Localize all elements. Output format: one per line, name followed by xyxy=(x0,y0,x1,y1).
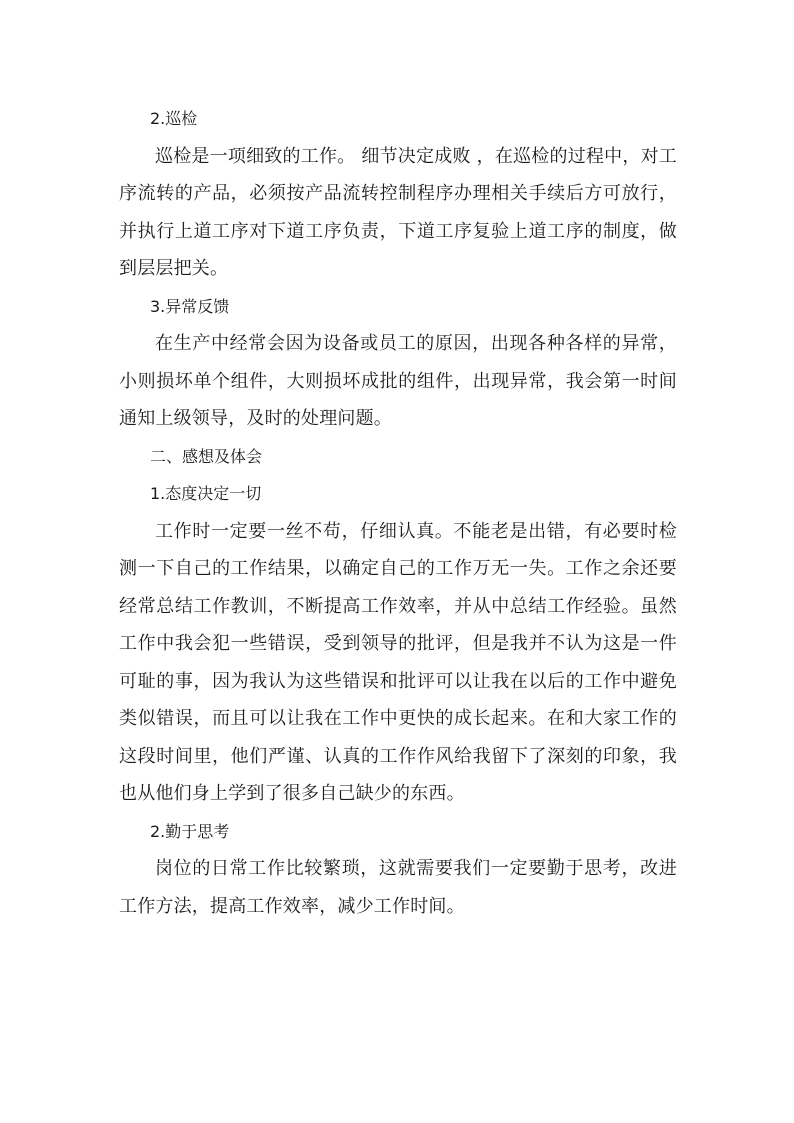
section-heading-thinking: 2.勤于思考 xyxy=(150,821,230,841)
section-heading-reflections: 二、感想及体会 xyxy=(150,446,263,466)
section-heading-attitude: 1.态度决定一切 xyxy=(150,484,262,503)
paragraph-inspection: 巡检是一项细致的工作。 细节决定成败 ，在巡检的过程中，对工序流转的产品，必须按产品流转控制程序办理相关手续后方可放行，并执行上道工序对下道工序负责，下道工序复验上道工序的制度，做到层层把关。 xyxy=(119,145,677,279)
section-heading-anomaly-feedback: 3.异常反馈 xyxy=(150,296,230,316)
document-body xyxy=(119,100,677,925)
paragraph-anomaly-feedback: 在生产中经常会因为设备或员工的原因，出现各种各样的异常，小则损坏单个组件，大则损坏成批的组件，出现异常，我会第一时间通知上级领导，及时的处理问题。 xyxy=(119,333,677,429)
paragraph-attitude: 工作时一定要一丝不苟，仔细认真。不能老是出错，有必要时检测一下自己的工作结果，以确定自己的工作万无一失。工作之余还要经常总结工作教训，不断提高工作效率，并从中总结工作经验。虽然工作中我会犯一些错误，受到领导的批评，但是我并不认为这是一件可耻的事，因为我认为这些错误和批评可以让我在以后的工作中避免类似错误，而且可以让我在工作中更快的成长起来。在和大家工作的这段时间里，他们严谨、认真的工作作风给我留下了深刻的印象，我也从他们身上学到了很多自己缺少的东西。 xyxy=(119,520,677,804)
section-heading-inspection: 2.巡检 xyxy=(150,109,198,128)
paragraph-thinking: 岗位的日常工作比较繁琐，这就需要我们一定要勤于思考，改进工作方法，提高工作效率，减少工作时间。 xyxy=(119,858,677,917)
